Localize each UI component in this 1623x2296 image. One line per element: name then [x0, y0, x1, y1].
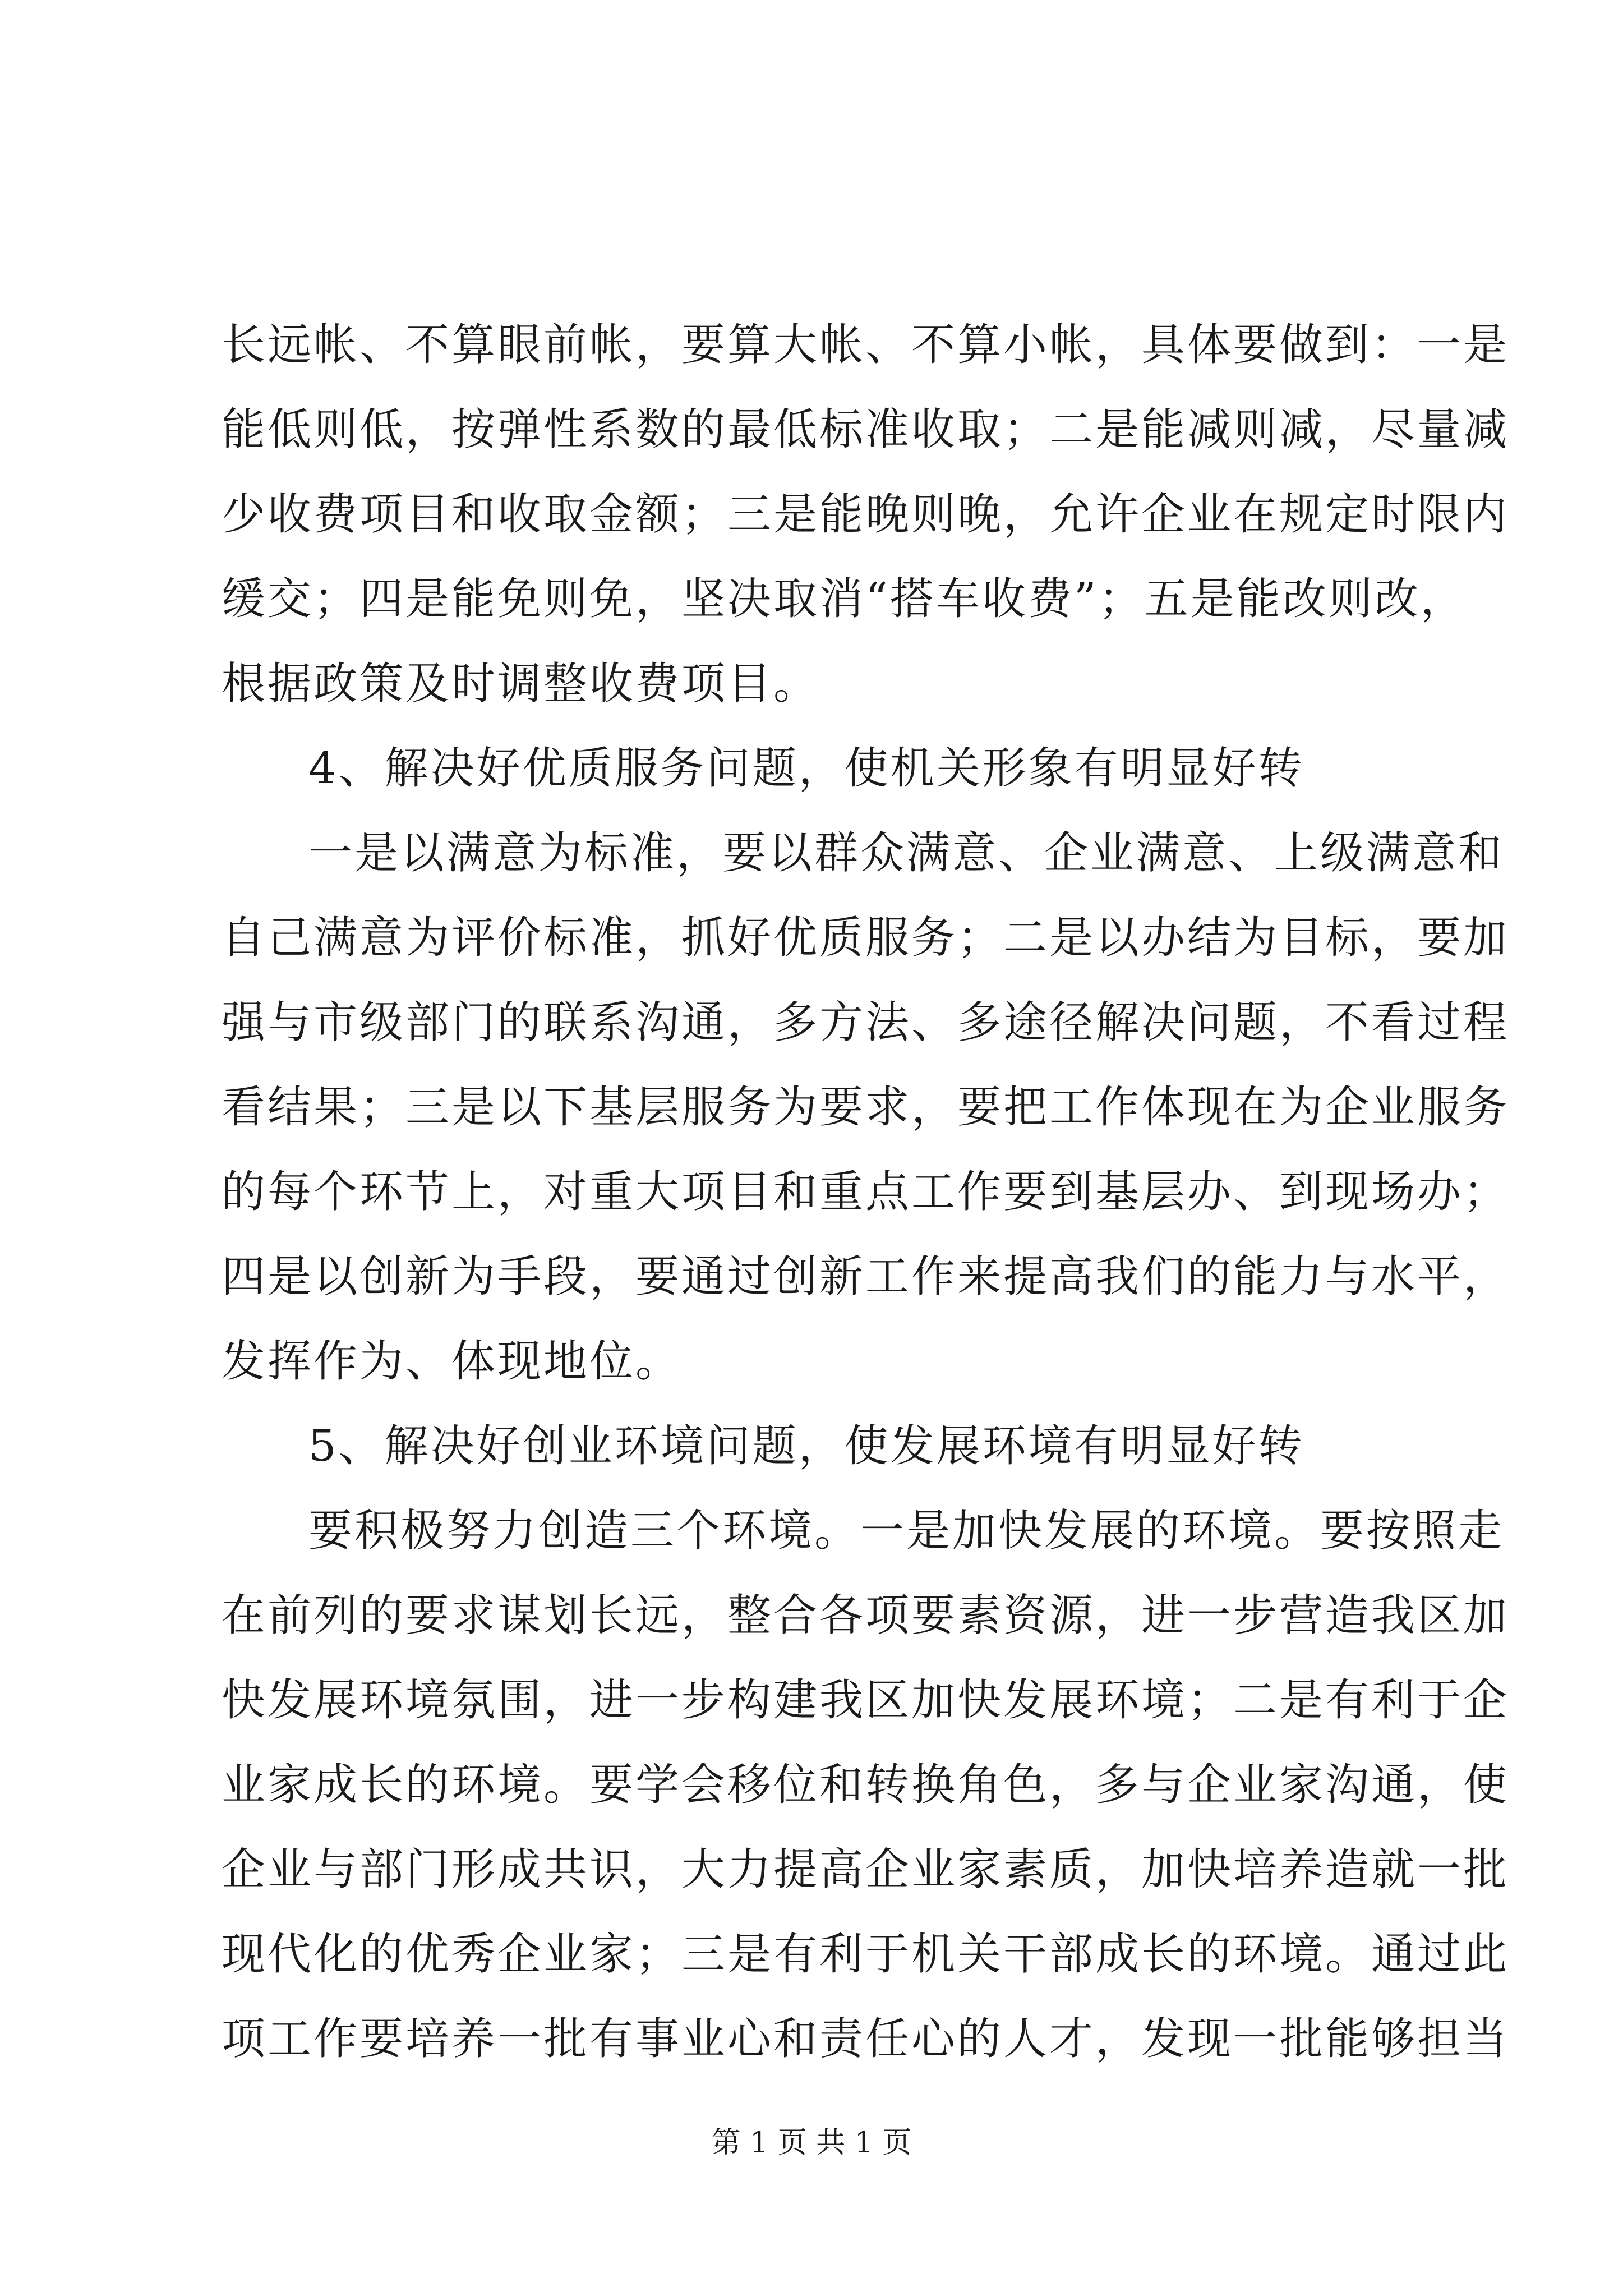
text-line: 发挥作为、体现地位。 — [222, 1336, 682, 1387]
text-line: 强与市级部门的联系沟通，多方法、多途径解决问题，不看过程 — [222, 997, 1510, 1048]
text-line: 自己满意为评价标准，抓好优质服务；二是以办结为目标，要加 — [222, 913, 1510, 963]
text-line: 企业与部门形成共识，大力提高企业家素质，加快培养造就一批 — [222, 1844, 1510, 1895]
text-line: 的每个环节上，对重大项目和重点工作要到基层办、到现场办； — [222, 1167, 1510, 1217]
text-line: 缓交；四是能免则免，坚决取消“搭车收费”；五是能改则改， — [222, 574, 1467, 624]
text-line: 在前列的要求谋划长远，整合各项要素资源，进一步营造我区加 — [222, 1590, 1510, 1641]
text-line: 少收费项目和收取金额；三是能晚则晚，允许企业在规定时限内 — [222, 489, 1510, 540]
text-line: 4、解决好优质服务问题，使机关形象有明显好转 — [308, 743, 1304, 794]
text-line: 根据政策及时调整收费项目。 — [222, 659, 820, 709]
text-line: 要积极努力创造三个环境。一是加快发展的环境。要按照走 — [308, 1506, 1505, 1556]
text-line: 长远帐、不算眼前帐，要算大帐、不算小帐，具体要做到：一是 — [222, 320, 1510, 370]
text-line: 5、解决好创业环境问题，使发展环境有明显好转 — [308, 1421, 1304, 1471]
text-line: 现代化的优秀企业家；三是有利于机关干部成长的环境。通过此 — [222, 1929, 1510, 1980]
document-body — [222, 303, 1510, 2082]
text-line: 能低则低，按弹性系数的最低标准收取；二是能减则减，尽量减 — [222, 404, 1510, 455]
text-line: 一是以满意为标准，要以群众满意、企业满意、上级满意和 — [308, 828, 1505, 878]
text-line: 看结果；三是以下基层服务为要求，要把工作体现在为企业服务 — [222, 1082, 1510, 1133]
text-line: 项工作要培养一批有事业心和责任心的人才，发现一批能够担当 — [222, 2014, 1510, 2064]
page-footer: 第 1 页 共 1 页 — [711, 2126, 912, 2160]
text-line: 快发展环境氛围，进一步构建我区加快发展环境；二是有利于企 — [222, 1675, 1510, 1726]
text-line: 四是以创新为手段，要通过创新工作来提高我们的能力与水平， — [222, 1251, 1510, 1302]
text-line: 业家成长的环境。要学会移位和转换角色，多与企业家沟通，使 — [222, 1760, 1510, 1810]
